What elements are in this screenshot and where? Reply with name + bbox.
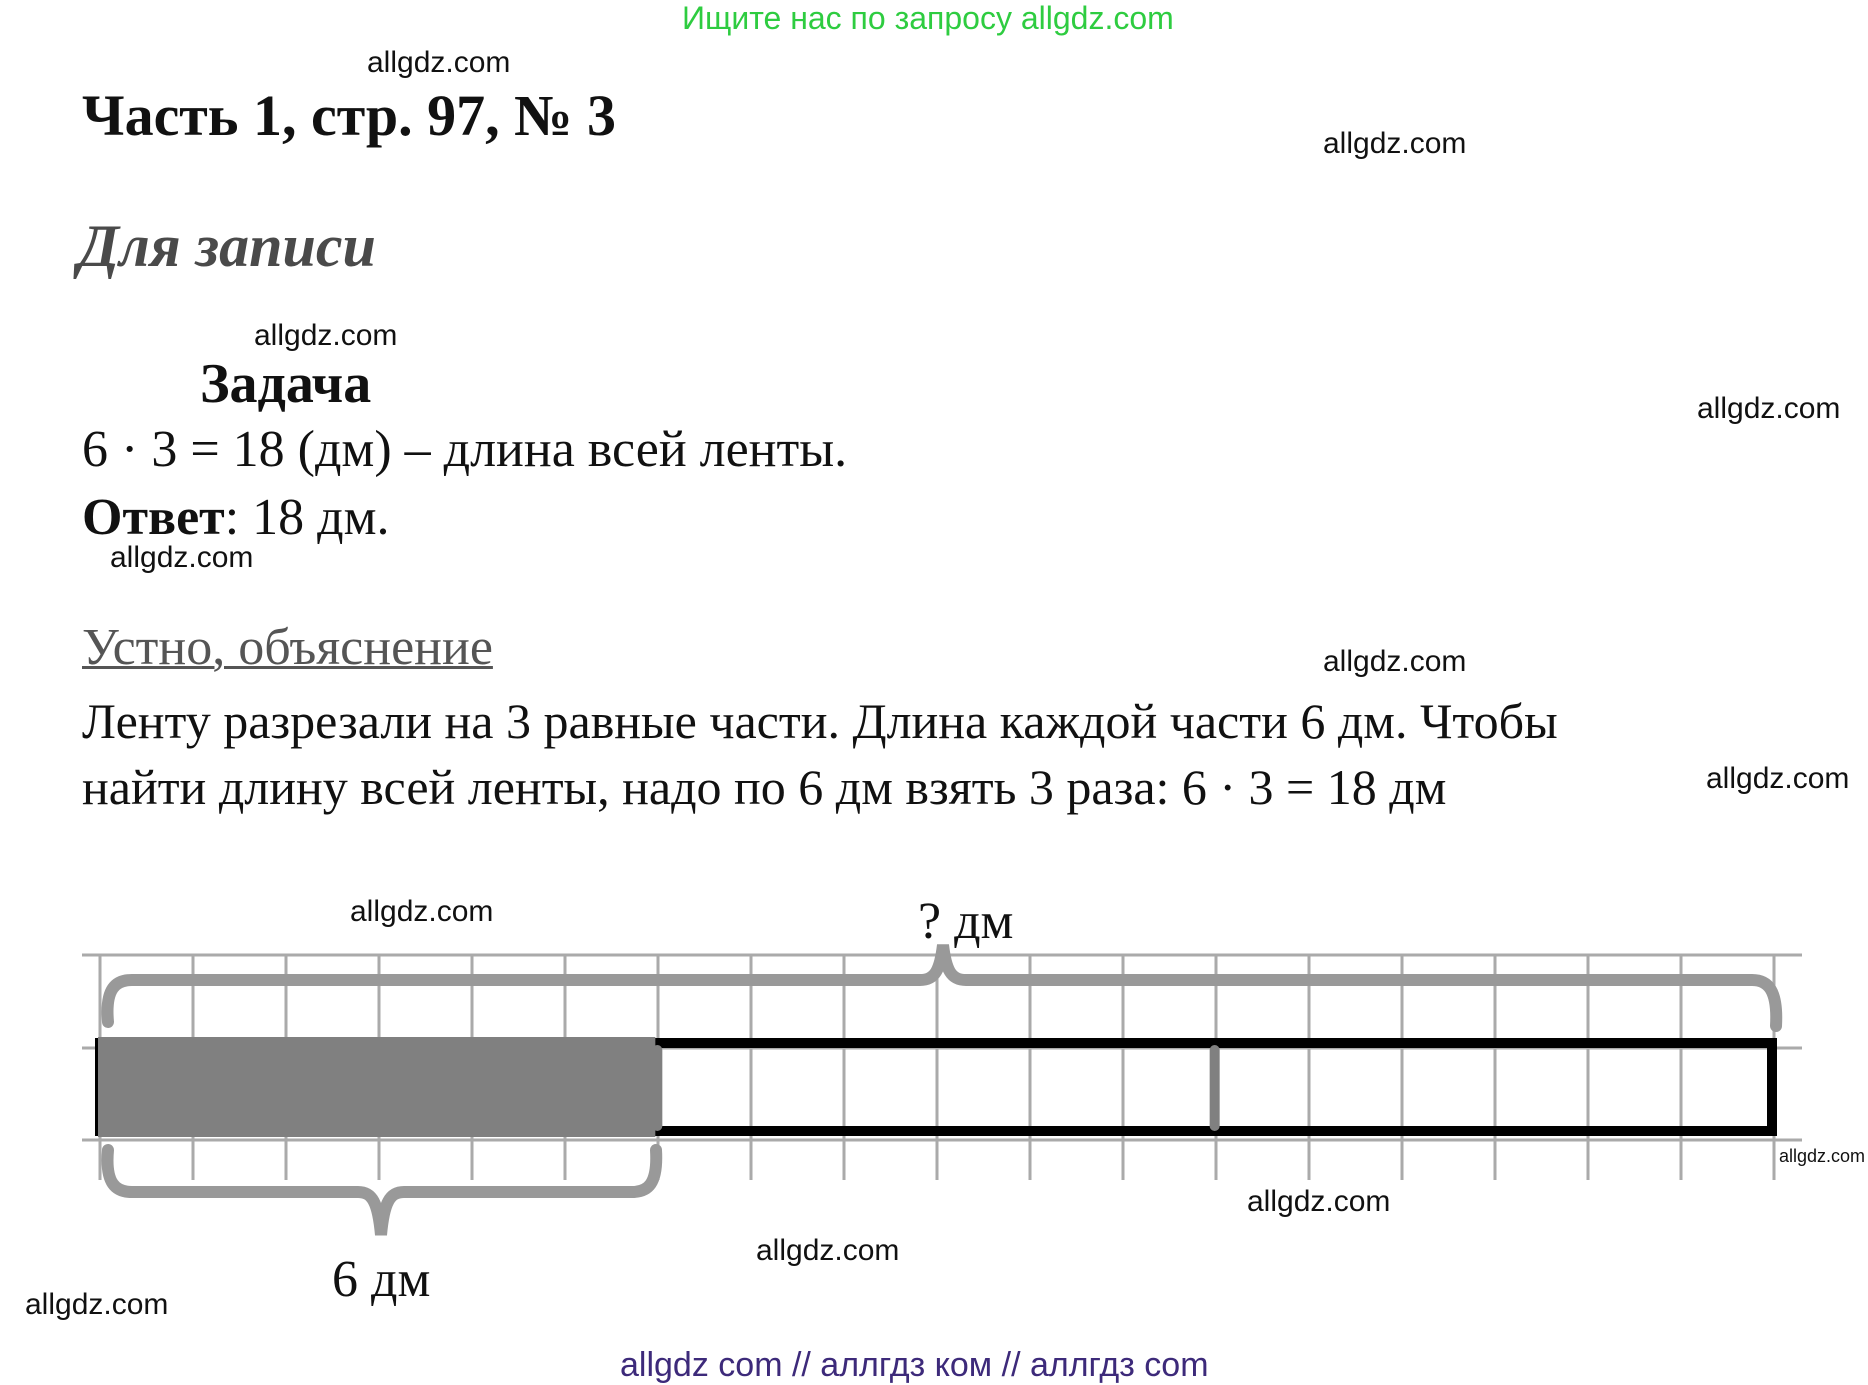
section-oral-explanation: Устно, объяснение (82, 619, 493, 676)
watermark: allgdz.com (1706, 762, 1850, 795)
watermark: allgdz.com (1779, 1146, 1866, 1166)
watermark: allgdz.com (110, 541, 254, 574)
part-length-label: 6 дм (332, 1251, 431, 1308)
watermark: allgdz.com (1323, 645, 1467, 678)
answer-label: Ответ (82, 489, 225, 546)
task-heading: Задача (200, 353, 372, 415)
watermark: allgdz.com (367, 46, 511, 79)
explanation-line-1: Ленту разрезали на 3 равные части. Длина каждой части 6 дм. Чтобы (82, 693, 1558, 749)
footer-links[interactable]: allgdz com // аллгдз ком // аллгдз com (620, 1346, 1209, 1384)
watermark: allgdz.com (1247, 1185, 1391, 1218)
watermark: allgdz.com (1323, 127, 1467, 160)
ribbon-shaded-part (98, 1037, 655, 1137)
part-length-brace (108, 1150, 657, 1235)
total-length-brace (108, 945, 1777, 1026)
section-for-record: Для записи (78, 213, 376, 279)
explanation-line-2: найти длину всей ленты, надо по 6 дм взять 3 раза: 6 · 3 = 18 дм (82, 759, 1447, 815)
watermark: allgdz.com (25, 1288, 169, 1321)
watermark: allgdz.com (254, 319, 398, 352)
top-banner[interactable]: Ищите нас по запросу allgdz.com (682, 0, 1174, 36)
watermark: allgdz.com (350, 895, 494, 928)
answer-value: : 18 дм. (224, 489, 390, 546)
watermark: allgdz.com (1697, 392, 1841, 425)
watermark: allgdz.com (756, 1234, 900, 1267)
total-length-label: ? дм (918, 893, 1014, 950)
page-title: Часть 1, стр. 97, № 3 (82, 83, 616, 148)
solution-line: 6 · 3 = 18 (дм) – длина всей ленты. (82, 421, 848, 478)
